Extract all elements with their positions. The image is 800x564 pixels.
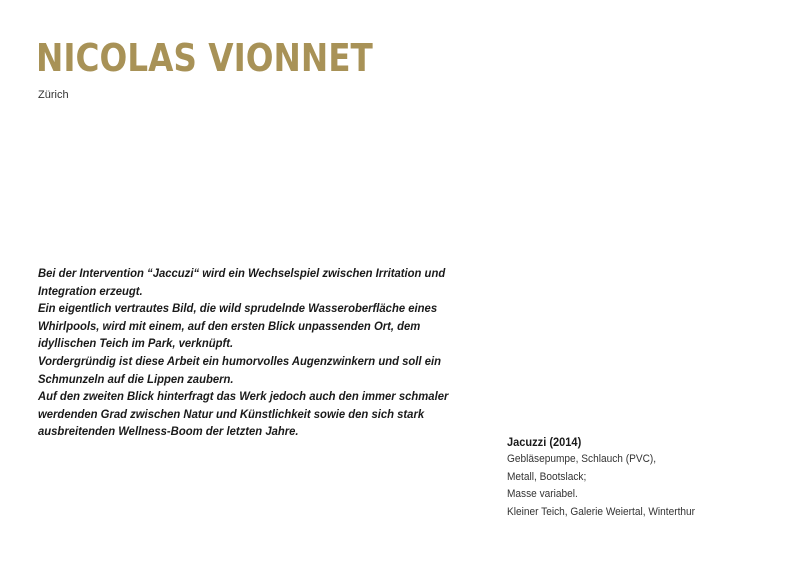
artwork-materials: Gebläsepumpe, Schlauch (PVC), (507, 453, 657, 465)
statement-paragraph: Vordergründig ist diese Arbeit ein humorvolles Augenzwinkern und soll ein Schmunzeln auf die Lippen zaubern. (38, 353, 442, 386)
artwork-dimensions: Masse variabel. (507, 488, 578, 500)
statement-paragraph: Bei der Intervention “Jaccuzi“ wird ein Wechselspiel zwischen Irritation und Integration erzeugt. (38, 266, 446, 298)
statement-paragraph: Ein eigentlich vertrautes Bild, die wild sprudelnde Wasseroberfläche eines Whirlpools, wird mit einem, auf den ersten Blick unpassenden Ort, dem idyllischen Teich im Park, verknüpft. (38, 301, 438, 351)
artwork-title: Jacuzzi (2014) (507, 435, 582, 449)
artwork-materials-cont: Metall, Bootslack; (507, 470, 587, 483)
artwork-caption (507, 433, 767, 521)
artwork-location: Kleiner Teich, Galerie Weiertal, Winterthur (507, 505, 696, 518)
artist-city: Zürich (38, 89, 69, 101)
artist-statement (38, 265, 458, 441)
statement-paragraph: Auf den zweiten Blick hinterfragt das Werk jedoch auch den immer schmaler werdenden Grad zwischen Natur und Künstlichkeit sowie den sich stark ausbreitenden Wellness-Boom der letzten Jahre. (38, 389, 449, 439)
artist-name: NICOLAS VIONNET (36, 36, 373, 80)
